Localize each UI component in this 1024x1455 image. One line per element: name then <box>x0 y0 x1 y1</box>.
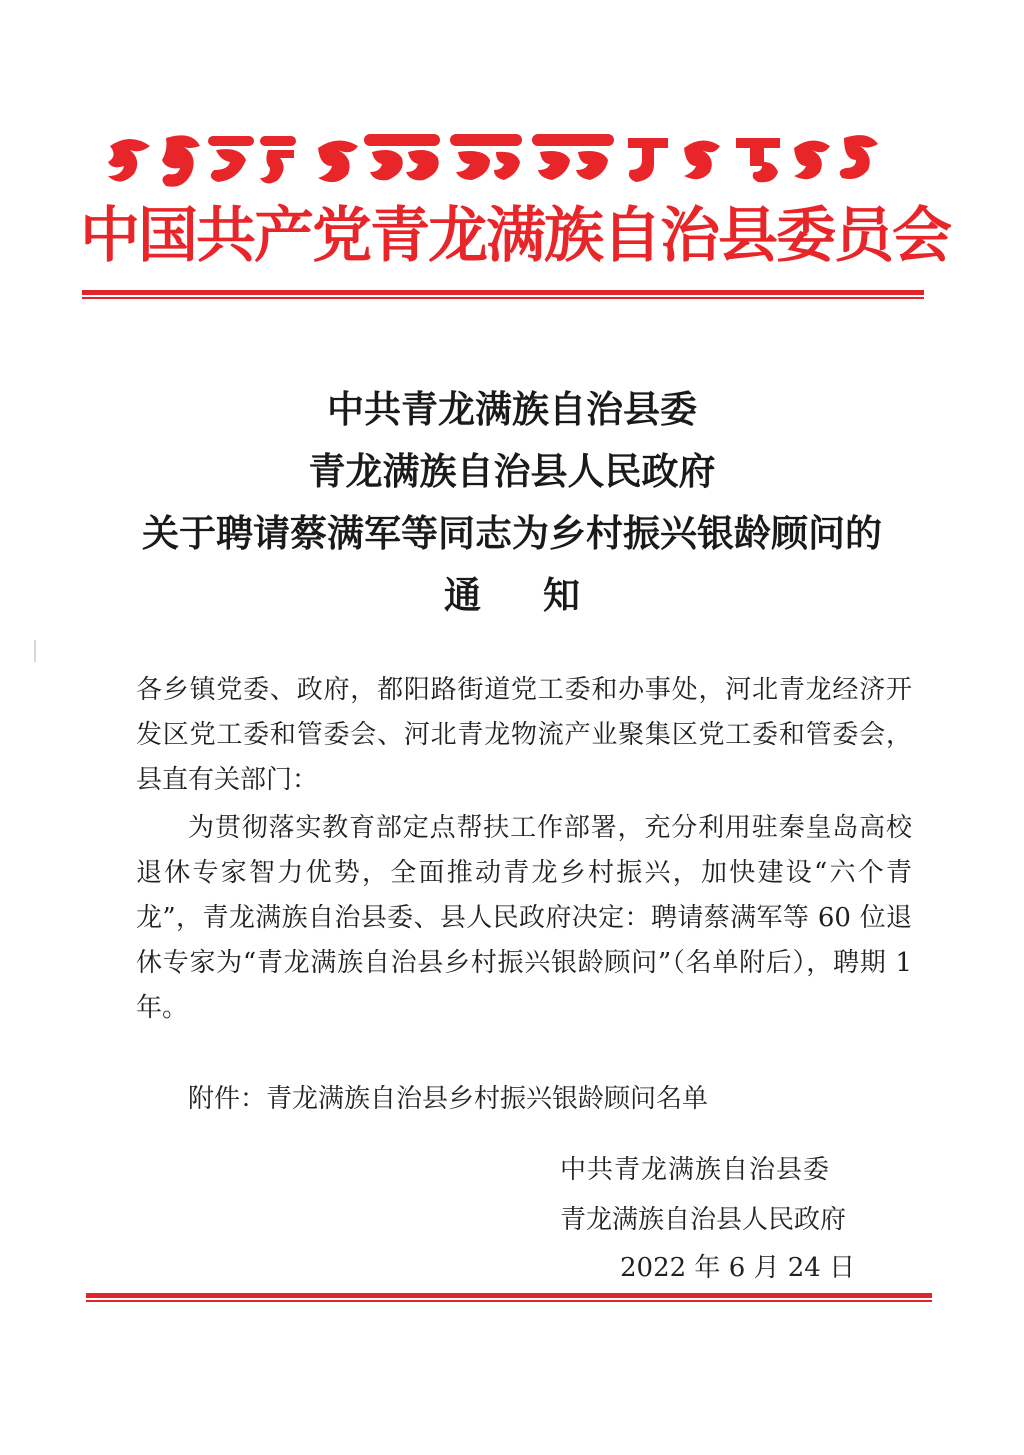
attachment-line: 附件：青龙满族自治县乡村振兴银龄顾问名单 <box>188 1084 709 1114</box>
header-red-rule <box>82 290 924 299</box>
footer-red-rule <box>86 1293 932 1302</box>
scan-speck <box>34 640 36 662</box>
addressee-paragraph: 各乡镇党委、政府，都阳路街道党工委和办事处，河北青龙经济开发区党工委和管委会、河北青龙物流产业聚集区党工委和管委会，县直有关部门： <box>136 675 912 795</box>
document-title <box>60 378 964 626</box>
title-line-3: 关于聘请蔡满军等同志为乡村振兴银龄顾问的 <box>142 511 882 555</box>
signature-party-committee: 中共青龙满族自治县委 <box>560 1155 831 1185</box>
masthead-organization-name: 中国共产党青龙满族自治县委员会 <box>80 201 950 271</box>
signature-date: 2022 年 6 月 24 日 <box>620 1253 856 1283</box>
manchu-script-header <box>100 128 900 200</box>
title-line-4: 通知 <box>444 573 642 617</box>
signature-government: 青龙满族自治县人民政府 <box>560 1205 847 1235</box>
title-line-1: 中共青龙满族自治县委 <box>327 387 697 431</box>
main-paragraph: 为贯彻落实教育部定点帮扶工作部署，充分利用驻秦皇岛高校退休专家智力优势，全面推动青龙乡村振兴，加快建设“六个青龙”，青龙满族自治县委、县人民政府决定：聘请蔡满军等 60 位退休专家为“青龙满族自治县乡村振兴银龄顾问”（名单附后），聘期 1 年。 <box>136 813 912 1023</box>
title-line-2: 青龙满族自治县人民政府 <box>308 449 716 493</box>
